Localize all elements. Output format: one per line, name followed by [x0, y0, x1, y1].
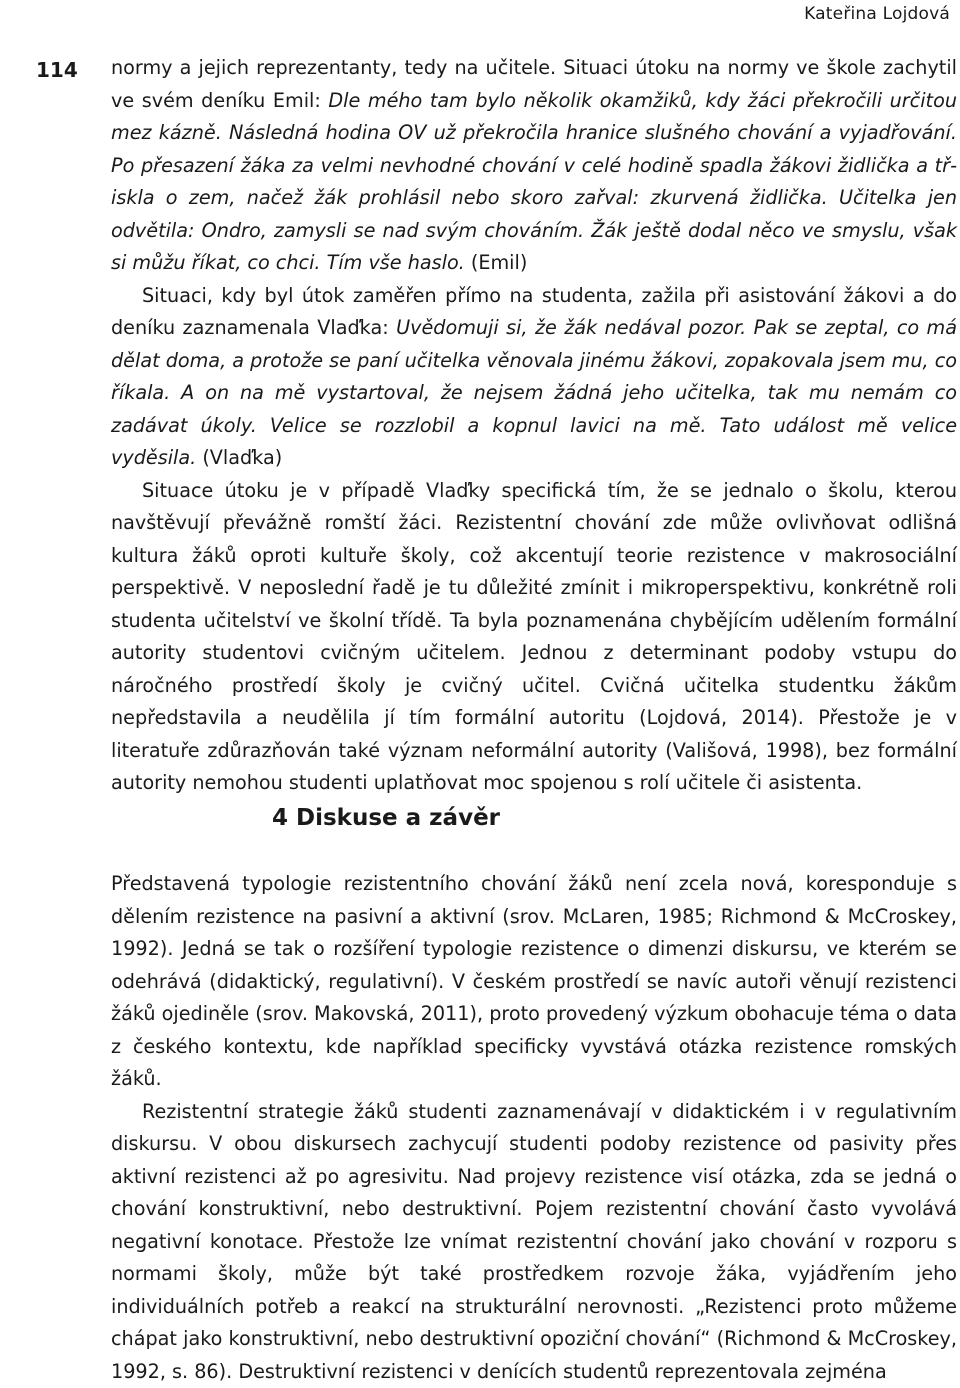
paragraph-typology: Představená typologie rezistentního chování žáků není zcela nová, koresponduje s dělením rezistence na pasivní a aktivní (srov. McLaren, 1985; Richmond & McCroskey, 1992). Jedná se tak o rozšíření typologie rezistence o dimenzi diskursu, ve kterém se odehrává (didaktický, regulativní). V českém prostředí se navíc autoři věnují rezistenci žáků ojediněle (srov. Makovská, 2011), proto provedený výzkum obohacuje téma o data z českého kontextu, kde například specificky vyvstává otázka rezistence romských žáků. [111, 868, 957, 1096]
paragraph-text: normy a jejich reprezentanty, tedy na učitele. Situaci útoku na normy ve škole zachytil ve svém deníku Emil: [111, 56, 957, 112]
diary-source: (Vlaďka) [196, 446, 282, 469]
paragraph-text: Situaci, kdy byl útok zaměřen přímo na studenta, zažila při asistování žákovi a do deníku zaznamenala Vlaďka: [111, 284, 957, 340]
paragraph-vladka [111, 280, 957, 475]
diary-source: (Emil) [465, 251, 528, 274]
body-text-bottom [111, 868, 957, 1388]
paragraph-analysis: Situace útoku je v případě Vlaďky specifická tím, že se jednalo o školu, kterou navštěvují převážně romští žáci. Rezistentní chování zde může ovlivňovat odlišná kultura žáků oproti kultuře školy, což akcentují teorie rezistence v makrosociální perspektivě. V neposlední řadě je tu důležité zmínit i mikroperspektivu, konkrétně roli studenta učitelství ve školní třídě. Ta byla poznamenána chybějícím udělením formální autority studentovi cvičným učitelem. Jednou z determinant podoby vstupu do náročného prostředí školy je cvičný učitel. Cvičná učitelka studentku žákům nepředstavila a neudělila jí tím formální autoritu (Lojdová, 2014). Přestože je v literatuře zdůrazňován také význam neformální autority (Vališová, 1998), bez formální autority nemohou studenti uplatňovat moc spojenou s rolí učitele či asistenta. [111, 475, 957, 800]
body-text-top [111, 52, 957, 800]
paragraph-emil [111, 52, 957, 280]
paragraph-strategies: Rezistentní strategie žáků studenti zaznamenávají v didaktickém i v regulativním diskursu. V obou diskursech zachycují studenti podoby rezistence od pasivity přes aktivní rezistenci až po agresivitu. Nad projevy rezistence visí otázka, zda se jedná o chování konstruktivní, nebo destruktivní. Pojem rezistentní chování často vyvolává negativní konotace. Přestože lze vnímat rezistentní chování jako chování v rozporu s normami školy, může být také prostředkem rozvoje žáka, vyjádřením jeho individuálních potřeb a reakcí na strukturální nerovnosti. „Rezistenci proto můžeme chápat jako konstruktivní, nebo destruktivní opoziční chování“ (Richmond & McCroskey, 1992, s. 86). Destruktivní rezistenci v denících studentů reprezentovala zejména [111, 1096, 957, 1388]
section-heading: 4 Diskuse a závěr [272, 800, 500, 836]
page-number: 114 [36, 58, 78, 82]
diary-quote: Dle mého tam bylo několik okamžiků, kdy žáci překročili určitou mez kázně. Následná hodina OV už překročila hranice slušného chování a vyjadřování. Po přesazení žáka za velmi nevhodné chování v celé hodině spadla žákovi židlička a třiskla o zem, načež žák prohlásil nebo skoro zařval: zkurvená židlička. Učitelka jen odvětila: Ondro, zamysli se nad svým chováním. Žák ještě dodal něco ve smyslu, však si můžu říkat, co chci. Tím vše haslo. [111, 89, 957, 275]
diary-quote: Uvědomuji si, že žák nedával pozor. Pak se zeptal, co má dělat doma, a protože se paní učitelka věnovala jinému žákovi, zopakovala jsem mu, co říkala. A on na mě vystartoval, že nejsem žádná jeho učitelka, tak mu nemám co zadávat úkoly. Velice se rozzlobil a kopnul lavici na mě. Tato událost mě velice vyděsila. [111, 316, 957, 469]
running-head-author: Kateřina Lojdová [804, 4, 950, 24]
